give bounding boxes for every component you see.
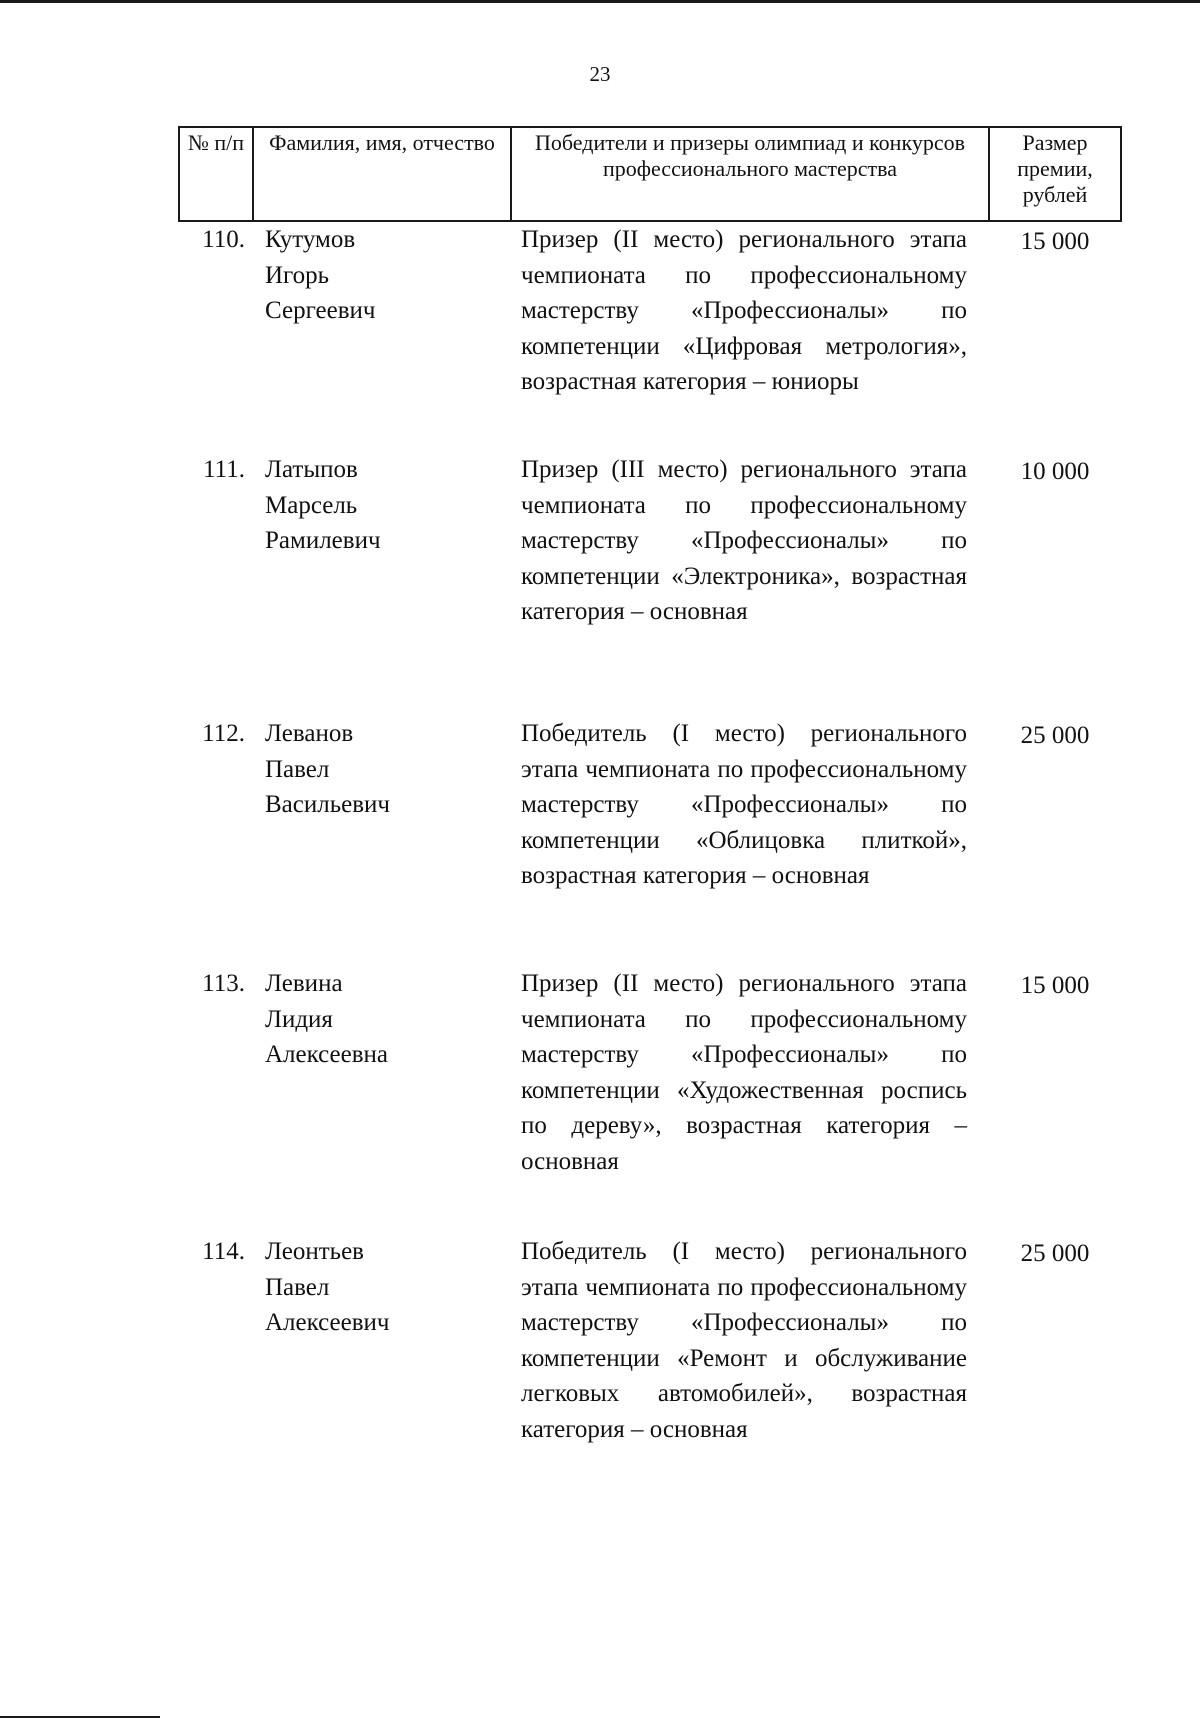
row-full-name [253,1234,511,1496]
row-description: Призер (II место) регионального этапа чемпионата по профессиональному мастерству «Профессионалы» по компетенции «Цифровая метрология», возрастная категория – юниоры [521,226,967,395]
header-number: № п/п [179,127,253,221]
table-row [179,966,1121,1234]
first-name: Марсель [265,491,358,519]
row-amount: 15 000 [1020,972,1090,999]
row-full-name [253,716,511,966]
row-full-name [253,452,511,716]
patronymic: Алексеевич [265,1309,390,1336]
first-name: Павел [265,755,330,783]
patronymic: Рамилевич [265,527,381,554]
patronymic: Алексеевна [265,1041,389,1068]
table-row [179,452,1121,716]
table-row [179,716,1121,966]
patronymic: Васильевич [265,791,390,818]
row-description: Победитель (I место) регионального этапа чемпионата по профессиональному мастерству «Профессионалы» по компетенции «Ремонт и обслуживание легковых автомобилей», возрастная категория – основная [521,1238,967,1443]
header-amount: Размер премии, рублей [989,127,1121,221]
row-description: Победитель (I место) регионального этапа чемпионата по профессиональному мастерству «Профессионалы» по компетенции «Облицовка плиткой», возрастная категория – основная [521,720,967,889]
row-number: 110. [202,226,245,253]
header-full-name: Фамилия, имя, отчество [253,127,511,221]
row-description: Призер (III место) регионального этапа чемпионата по профессиональному мастерству «Профессионалы» по компетенции «Электроника», возрастная категория – основная [521,456,967,625]
header-description: Победители и призеры олимпиад и конкурсов профессионального мастерства [511,127,989,221]
surname: Леонтьев [265,1238,364,1265]
row-amount: 15 000 [1020,228,1090,255]
row-number: 113. [202,970,245,997]
row-full-name [253,966,511,1234]
first-name: Игорь [265,261,330,289]
row-number: 111. [203,456,245,483]
table-body [179,221,1121,1496]
page-number: 23 [589,62,611,86]
row-number: 112. [202,720,245,747]
header-row [179,127,1121,221]
top-border-line [0,0,1200,3]
surname: Кутумов [265,226,356,253]
row-amount: 25 000 [1020,722,1090,749]
row-amount: 25 000 [1020,1240,1090,1267]
surname: Левина [265,970,343,997]
row-description: Призер (II место) регионального этапа чемпионата по профессиональному мастерству «Профессионалы» по компетенции «Художественная роспись по дереву», возрастная категория – основная [521,970,967,1175]
surname: Латыпов [265,456,358,483]
row-number: 114. [202,1238,245,1265]
awards-table [178,126,1122,1496]
row-full-name [253,221,511,452]
first-name: Лидия [265,1005,333,1033]
first-name: Павел [265,1273,330,1301]
patronymic: Сергеевич [265,297,376,324]
table-row [179,221,1121,452]
row-amount: 10 000 [1020,458,1090,485]
table-header [179,127,1121,221]
surname: Леванов [265,720,354,747]
table-row [179,1234,1121,1496]
